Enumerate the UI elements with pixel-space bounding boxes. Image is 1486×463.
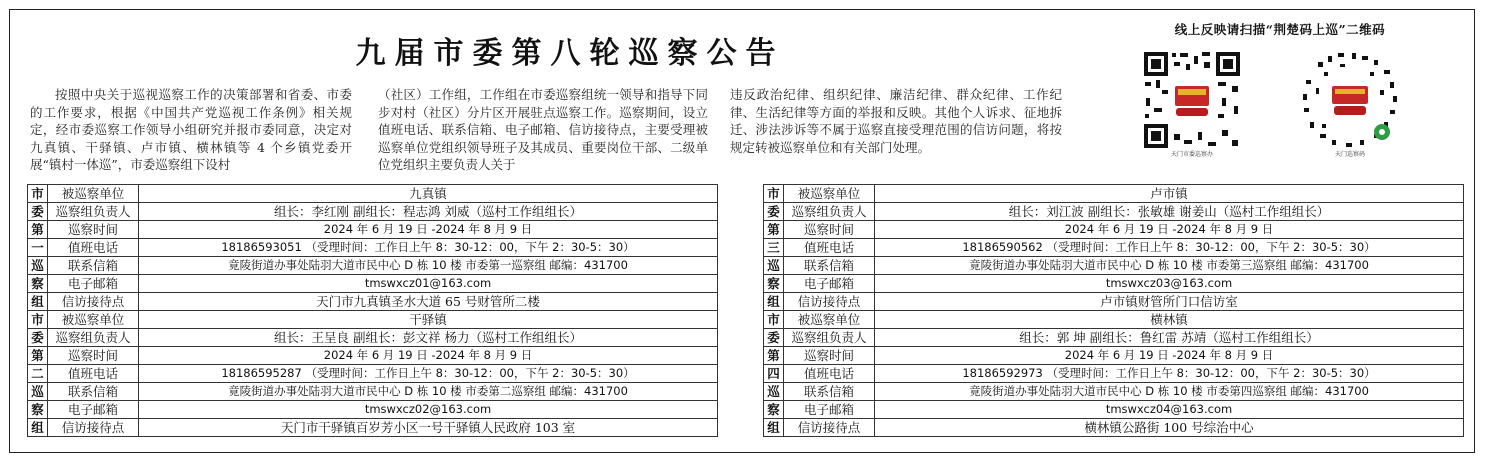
group-name-char: 组 (764, 419, 784, 437)
table-row (28, 311, 718, 329)
leaders-value: 组长：李红刚 副组长：程志鸿 刘威（巡村工作组组长） (139, 203, 718, 221)
phone-value[interactable]: 18186590562 （受理时间：工作日上午 8：30-12：00，下午 2：30-5：30） (875, 239, 1464, 257)
reception-value: 卢市镇财管所门口信访室 (875, 293, 1464, 311)
group-name-char: 委 (764, 329, 784, 347)
row-label-email: 电子邮箱 (784, 401, 875, 419)
group-name-char: 一 (28, 239, 48, 257)
row-label-phone: 值班电话 (784, 239, 875, 257)
row-label-unit: 被巡察单位 (48, 311, 139, 329)
table-row (28, 185, 718, 203)
email-value[interactable]: tmswxcz03@163.com (875, 275, 1464, 293)
table-row (764, 221, 1464, 239)
table-row (28, 221, 718, 239)
leaders-value: 组长：王呈良 副组长：彭文祥 杨力（巡村工作组组长） (139, 329, 718, 347)
notice-paragraph-2: （社区）工作组，工作组在市委巡察组统一领导和指导下同步对村（社区）分片区开展驻点巡察工作。巡察期间，设立值班电话、联系信箱、电子邮箱、信访接待点，主要受理被巡察单位党组织领导班子及其成员、重要岗位干部、二级单位党组织主要负责人关于 (378, 87, 708, 172)
group-name-char: 第 (28, 347, 48, 365)
row-label-period: 巡察时间 (784, 347, 875, 365)
table-row (764, 311, 1464, 329)
table-row (28, 203, 718, 221)
row-label-period: 巡察时间 (784, 221, 875, 239)
row-label-unit: 被巡察单位 (48, 185, 139, 203)
row-label-mailbox: 联系信箱 (48, 257, 139, 275)
row-label-unit: 被巡察单位 (784, 185, 875, 203)
qr-label-2: 天门巡察码 (1334, 151, 1365, 158)
inspection-table-right (763, 184, 1464, 437)
table-row (764, 293, 1464, 311)
email-value[interactable]: tmswxcz02@163.com (139, 401, 718, 419)
unit-value: 干驿镇 (139, 311, 718, 329)
table-row (28, 257, 718, 275)
qr-label-1: 天门市委巡察办 (1170, 151, 1213, 158)
period-value: 2024 年 6 月 19 日 -2024 年 8 月 9 日 (139, 347, 718, 365)
group-name-char: 组 (28, 293, 48, 311)
row-label-mailbox: 联系信箱 (784, 257, 875, 275)
notice-title: 九届市委第八轮巡察公告 (355, 36, 785, 71)
group-name-char: 察 (28, 275, 48, 293)
row-label-phone: 值班电话 (48, 365, 139, 383)
period-value: 2024 年 6 月 19 日 -2024 年 8 月 9 日 (875, 347, 1464, 365)
group-name-char: 委 (28, 329, 48, 347)
group-name-char: 巡 (764, 257, 784, 275)
row-label-mailbox: 联系信箱 (48, 383, 139, 401)
mailbox-value: 竟陵街道办事处陆羽大道市民中心 D 栋 10 楼 市委第四巡察组 邮编：431700 (875, 383, 1464, 401)
row-label-email: 电子邮箱 (48, 401, 139, 419)
group-name-char: 第 (764, 221, 784, 239)
group-name-char: 委 (764, 203, 784, 221)
table-row (764, 419, 1464, 437)
qr-code-round[interactable] (1300, 50, 1400, 158)
group-name-char: 巡 (764, 383, 784, 401)
row-label-mailbox: 联系信箱 (784, 383, 875, 401)
group-name-char: 察 (764, 401, 784, 419)
reception-value: 天门市干驿镇百岁芳小区一号干驿镇人民政府 103 室 (139, 419, 718, 437)
qr-code-round-icon (1300, 50, 1400, 150)
reception-value: 横林镇公路街 100 号综治中心 (875, 419, 1464, 437)
row-label-leaders: 巡察组负责人 (784, 329, 875, 347)
unit-value: 九真镇 (139, 185, 718, 203)
table-row (28, 347, 718, 365)
email-value[interactable]: tmswxcz04@163.com (875, 401, 1464, 419)
notice-paragraph-1: 按照中央关于巡视巡察工作的决策部署和省委、市委的工作要求，根据《中国共产党巡视工作条例》相关规定，经市委巡察工作领导小组研究并报市委同意，决定对九真镇、干驿镇、卢市镇、横林镇等 4 个乡镇党委开展“镇村一体巡”，市委巡察组下设村 (30, 87, 352, 172)
unit-value: 卢市镇 (875, 185, 1464, 203)
group-name-char: 察 (28, 401, 48, 419)
group-name-char: 市 (764, 185, 784, 203)
row-label-reception: 信访接待点 (784, 293, 875, 311)
group-name-char: 市 (764, 311, 784, 329)
group-name-char: 三 (764, 239, 784, 257)
row-label-email: 电子邮箱 (784, 275, 875, 293)
group-name-char: 组 (764, 293, 784, 311)
row-label-reception: 信访接待点 (48, 293, 139, 311)
mailbox-value: 竟陵街道办事处陆羽大道市民中心 D 栋 10 楼 市委第二巡察组 邮编：431700 (139, 383, 718, 401)
leaders-value: 组长：郭 坤 副组长：鲁红雷 苏靖（巡村工作组组长） (875, 329, 1464, 347)
table-row (28, 239, 718, 257)
table-row (28, 329, 718, 347)
row-label-leaders: 巡察组负责人 (48, 203, 139, 221)
group-name-char: 第 (764, 347, 784, 365)
group-name-char: 组 (28, 419, 48, 437)
phone-value[interactable]: 18186593051 （受理时间：工作日上午 8：30-12：00，下午 2：30-5：30） (139, 239, 718, 257)
row-label-reception: 信访接待点 (784, 419, 875, 437)
group-name-char: 市 (28, 185, 48, 203)
group-name-char: 巡 (28, 383, 48, 401)
phone-value[interactable]: 18186592973 （受理时间：工作日上午 8：30-12：00，下午 2：30-5：30） (875, 365, 1464, 383)
row-label-phone: 值班电话 (48, 239, 139, 257)
table-row (764, 347, 1464, 365)
table-row (764, 329, 1464, 347)
table-row (764, 383, 1464, 401)
row-label-leaders: 巡察组负责人 (48, 329, 139, 347)
group-name-char: 委 (28, 203, 48, 221)
row-label-phone: 值班电话 (784, 365, 875, 383)
group-name-char: 市 (28, 311, 48, 329)
group-name-char: 巡 (28, 257, 48, 275)
reception-value: 天门市九真镇圣水大道 65 号财管所二楼 (139, 293, 718, 311)
group-name-char: 察 (764, 275, 784, 293)
table-row (28, 419, 718, 437)
mailbox-value: 竟陵街道办事处陆羽大道市民中心 D 栋 10 楼 市委第三巡察组 邮编：431700 (875, 257, 1464, 275)
inspection-table-left (27, 184, 718, 437)
qr-code-square[interactable] (1142, 50, 1242, 158)
phone-value[interactable]: 18186595287 （受理时间：工作日上午 8：30-12：00，下午 2：30-5：30） (139, 365, 718, 383)
row-label-leaders: 巡察组负责人 (784, 203, 875, 221)
table-row (764, 365, 1464, 383)
notice-paragraph-3: 违反政治纪律、组织纪律、廉洁纪律、群众纪律、工作纪律、生活纪律等方面的举报和反映。其他个人诉求、征地拆迁、涉法涉诉等不属于巡察直接受理范围的信访问题，将按规定转被巡察单位和有关部门处理。 (730, 87, 1062, 155)
unit-value: 横林镇 (875, 311, 1464, 329)
period-value: 2024 年 6 月 19 日 -2024 年 8 月 9 日 (139, 221, 718, 239)
row-label-email: 电子邮箱 (48, 275, 139, 293)
table-row (764, 239, 1464, 257)
table-row (764, 257, 1464, 275)
qr-caption: 线上反映请扫描“荆楚码上巡”二维码 (1174, 22, 1386, 37)
mailbox-value: 竟陵街道办事处陆羽大道市民中心 D 栋 10 楼 市委第一巡察组 邮编：431700 (139, 257, 718, 275)
email-value[interactable]: tmswxcz01@163.com (139, 275, 718, 293)
row-label-period: 巡察时间 (48, 347, 139, 365)
table-row (28, 365, 718, 383)
table-row (764, 203, 1464, 221)
row-label-period: 巡察时间 (48, 221, 139, 239)
table-row (764, 275, 1464, 293)
row-label-reception: 信访接待点 (48, 419, 139, 437)
table-row (28, 275, 718, 293)
period-value: 2024 年 6 月 19 日 -2024 年 8 月 9 日 (875, 221, 1464, 239)
table-row (764, 185, 1464, 203)
qr-code-square-icon (1142, 50, 1242, 150)
table-row (28, 383, 718, 401)
table-row (28, 293, 718, 311)
row-label-unit: 被巡察单位 (784, 311, 875, 329)
table-row (28, 401, 718, 419)
group-name-char: 第 (28, 221, 48, 239)
group-name-char: 二 (28, 365, 48, 383)
table-row (764, 401, 1464, 419)
group-name-char: 四 (764, 365, 784, 383)
leaders-value: 组长：刘江波 副组长：张敏雄 谢姜山（巡村工作组组长） (875, 203, 1464, 221)
